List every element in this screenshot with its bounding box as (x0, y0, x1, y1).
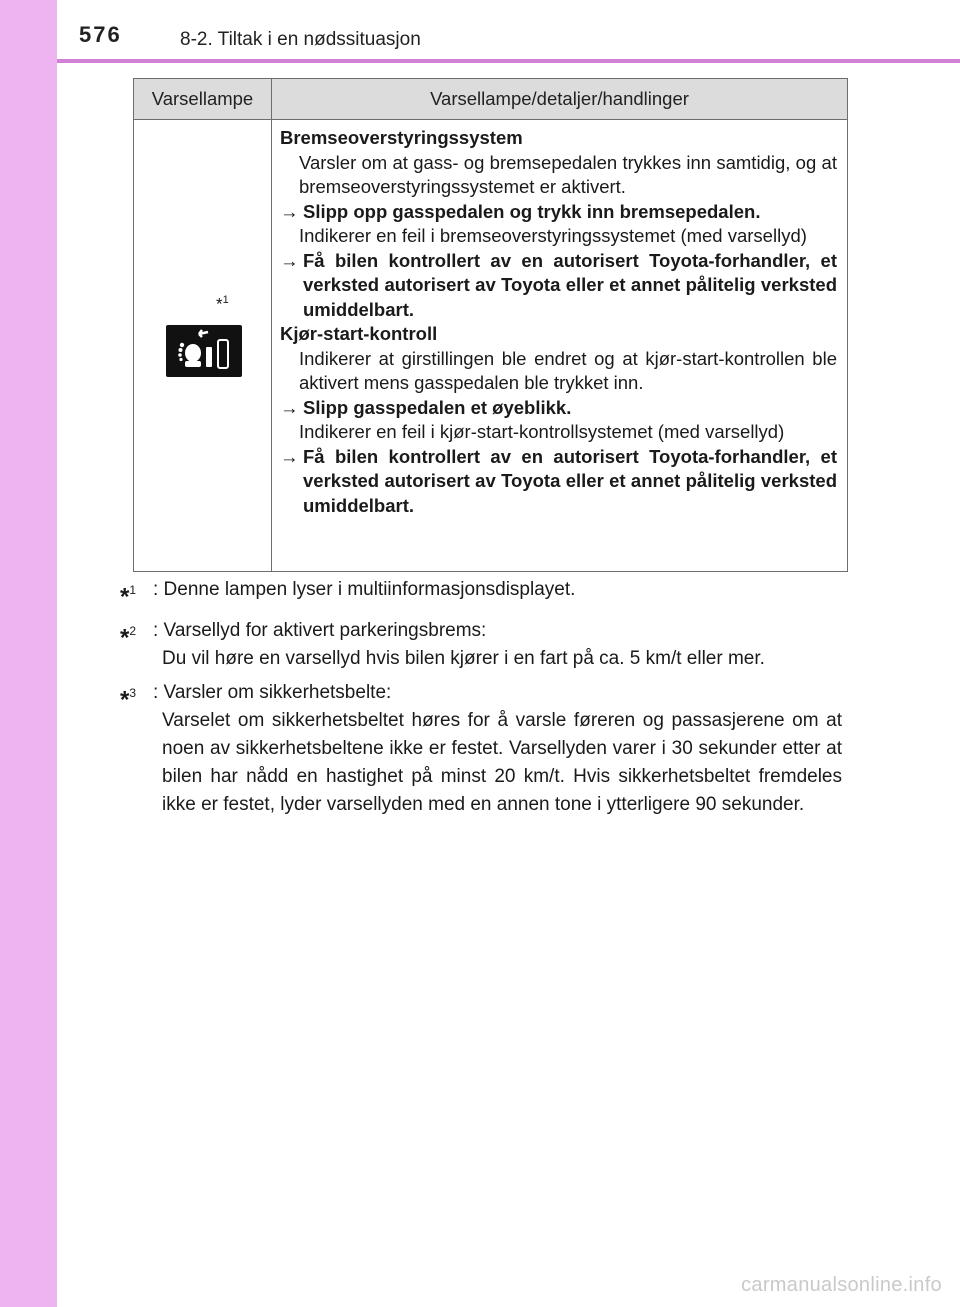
heading-drive-start-control: Kjør-start-kontroll (280, 323, 438, 344)
footnotes (120, 576, 842, 825)
footnote-text: : Denne lampen lyser i multiinformasjonsdisplayet. (153, 579, 576, 600)
lamp-cell (134, 120, 272, 572)
footnote-3 (120, 679, 842, 819)
arrow-icon: → (280, 396, 299, 418)
action-item: → Få bilen kontrollert av en autorisert Toyota-forhandler, et verksted autorisert av Toyota eller et annet pålitelig verksted umiddelbart. (280, 249, 837, 323)
action-item: → Få bilen kontrollert av en autorisert Toyota-forhandler, et verksted autorisert av Toyota eller et annet pålitelig verksted umiddelbart. (280, 445, 837, 519)
footnote-text: : Varsler om sikkerhetsbelte: (153, 682, 392, 704)
footnote-1 (120, 576, 842, 611)
footnote-marker: *$^1$ (120, 583, 137, 611)
detail-text: Indikerer en feil i kjør-start-kontrollsystemet (med varsellyd) (299, 421, 785, 442)
footnote-marker: *$^2$ (120, 624, 137, 652)
detail-text: Varsler om at gass- og bremsepedalen trykkes inn samtidig, og at bremseoverstyringssystemet er aktivert. (299, 151, 837, 197)
footnote-text: : Varsellyd for aktivert parkeringsbrems: (153, 620, 487, 642)
footnote-text: Varselet om sikkerhetsbeltet høres for å varsle føreren og passasjerene om at noen av sikkerhetsbeltene ikke er festet. Varsellyden varer i 30 sekunder etter at bilen har nådd en hastighet på minst 20 km/t. Hvis sikkerhetsbeltet fremdeles ikke er festet, lyder varsellyden med en annen tone i ytterligere 90 sekunder. (162, 710, 842, 816)
page-number: 576 (79, 22, 122, 47)
detail-text: Indikerer en feil i bremseoverstyringssystemet (med varsellyd) (299, 225, 807, 246)
col-header-lamp: Varsellampe (134, 79, 272, 120)
table-row (134, 120, 848, 572)
side-tab-strip (0, 0, 57, 1307)
heading-brake-override: Bremseoverstyringssystem (280, 127, 523, 148)
footnote-marker: *$^3$ (120, 686, 137, 714)
brake-override-foot-icon (166, 325, 242, 377)
watermark: carmanualsonline.info (741, 1274, 942, 1296)
footnote-2 (120, 617, 842, 673)
arrow-icon: → (280, 445, 299, 467)
col-header-details: Varsellampe/detaljer/handlinger (272, 79, 848, 120)
action-item: → Slipp opp gasspedalen og trykk inn bremsepedalen. (280, 200, 837, 225)
warning-lamp-table (133, 78, 848, 572)
table-header-row (134, 79, 848, 120)
arrow-icon: → (280, 249, 299, 271)
section-title: 8-2. Tiltak i en nødssituasjon (180, 29, 421, 50)
arrow-icon: → (280, 200, 299, 222)
lamp-footnote-ref: *$^1$ (216, 294, 229, 314)
action-item: → Slipp gasspedalen et øyeblikk. (280, 396, 837, 421)
detail-text: Indikerer at girstillingen ble endret og at kjør-start-kontrollen ble aktivert mens gasspedalen ble trykket inn. (299, 347, 837, 393)
page-header (57, 0, 960, 62)
footnote-text: Du vil høre en varsellyd hvis bilen kjører i en fart på ca. 5 km/t eller mer. (162, 648, 765, 670)
header-rule (57, 59, 960, 63)
details-cell (272, 120, 848, 572)
